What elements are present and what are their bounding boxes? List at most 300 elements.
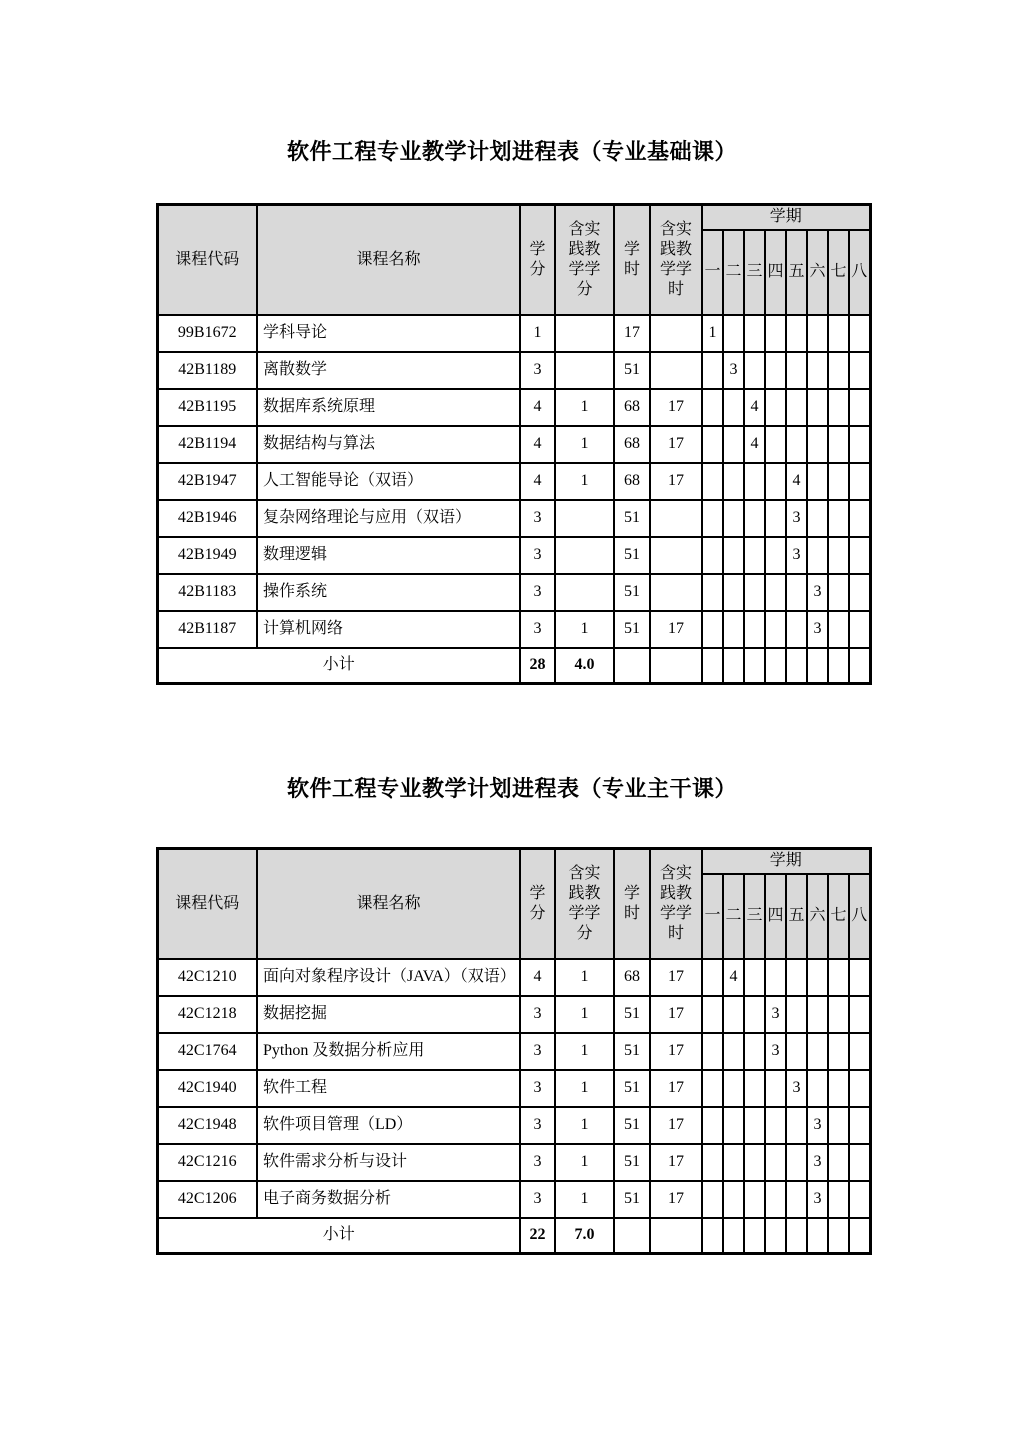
semester-3-cell: [744, 996, 765, 1033]
semester-7-header: 七: [828, 230, 849, 315]
semester-3-cell: [744, 537, 765, 574]
semester-8-cell: [849, 1181, 870, 1218]
course-row: [157, 500, 870, 537]
credits-cell: 4: [520, 959, 555, 996]
semester-4-cell: [765, 463, 786, 500]
semester-1-cell: [702, 996, 723, 1033]
subtotal-semester-7-cell: [828, 648, 849, 684]
semester-7-cell: [828, 352, 849, 389]
course-code-cell: 99B1672: [157, 315, 257, 352]
semester-2-cell: 3: [723, 352, 744, 389]
subtotal-row: [157, 648, 870, 684]
course-name-cell: 电子商务数据分析: [257, 1181, 520, 1218]
semester-7-cell: [828, 574, 849, 611]
practice-hours-cell: 17: [650, 1070, 702, 1107]
course-row: [157, 352, 870, 389]
semester-6-cell: [807, 352, 828, 389]
course-name-cell: 面向对象程序设计（JAVA）（双语）: [257, 959, 520, 996]
semester-2-cell: [723, 463, 744, 500]
hours-cell: 51: [614, 1107, 650, 1144]
table2-title: 软件工程专业教学计划进程表（专业主干课）: [286, 776, 737, 801]
course-row: [157, 611, 870, 648]
practice-credits-cell: 1: [555, 611, 614, 648]
semester-1-cell: [702, 1107, 723, 1144]
semester-7-cell: [828, 959, 849, 996]
semester-7-cell: [828, 1107, 849, 1144]
semester-1-cell: [702, 352, 723, 389]
course-code-header: 课程代码: [157, 849, 257, 959]
credits-cell: 3: [520, 500, 555, 537]
subtotal-semester-3-cell: [744, 648, 765, 684]
subtotal-semester-1-cell: [702, 1218, 723, 1254]
course-name-cell: 学科导论: [257, 315, 520, 352]
subtotal-hours: [614, 648, 650, 684]
semester-2-cell: 4: [723, 959, 744, 996]
semester-6-cell: [807, 500, 828, 537]
semester-6-cell: 3: [807, 1144, 828, 1181]
course-row: [157, 1181, 870, 1218]
practice-credits-header: 含实践教学学分: [555, 849, 614, 959]
course-row: [157, 463, 870, 500]
semester-4-header: 四: [765, 230, 786, 315]
subtotal-practice-credits: 4.0: [555, 648, 614, 684]
subtotal-semester-5-cell: [786, 1218, 807, 1254]
semester-2-cell: [723, 1070, 744, 1107]
semester-3-cell: [744, 1033, 765, 1070]
semester-1-cell: [702, 463, 723, 500]
semester-8-cell: [849, 426, 870, 463]
practice-hours-cell: [650, 352, 702, 389]
credits-cell: 1: [520, 315, 555, 352]
course-name-cell: 软件需求分析与设计: [257, 1144, 520, 1181]
practice-hours-cell: 17: [650, 996, 702, 1033]
semester-2-header: 二: [723, 874, 744, 959]
subtotal-semester-1-cell: [702, 648, 723, 684]
practice-hours-cell: [650, 315, 702, 352]
semester-4-cell: [765, 1144, 786, 1181]
semester-1-cell: [702, 574, 723, 611]
subtotal-semester-2-cell: [723, 648, 744, 684]
semester-6-cell: [807, 389, 828, 426]
practice-credits-cell: [555, 500, 614, 537]
semester-3-cell: [744, 1070, 765, 1107]
semester-1-cell: [702, 1181, 723, 1218]
course-name-cell: 数据挖掘: [257, 996, 520, 1033]
semester-1-cell: [702, 611, 723, 648]
course-table-basic: [156, 203, 872, 685]
credits-cell: 3: [520, 1070, 555, 1107]
semester-2-cell: [723, 389, 744, 426]
semester-7-cell: [828, 426, 849, 463]
course-code-cell: 42C1210: [157, 959, 257, 996]
subtotal-semester-4-cell: [765, 1218, 786, 1254]
credits-cell: 3: [520, 537, 555, 574]
course-row: [157, 1070, 870, 1107]
hours-cell: 51: [614, 537, 650, 574]
course-code-cell: 42B1195: [157, 389, 257, 426]
semester-3-cell: [744, 1107, 765, 1144]
semester-8-cell: [849, 1144, 870, 1181]
practice-credits-cell: 1: [555, 1107, 614, 1144]
course-code-cell: 42B1947: [157, 463, 257, 500]
credits-cell: 4: [520, 463, 555, 500]
semester-6-cell: [807, 315, 828, 352]
course-code-cell: 42C1218: [157, 996, 257, 1033]
course-row: [157, 1107, 870, 1144]
semester-group-header: 学期: [702, 849, 870, 874]
semester-3-cell: [744, 463, 765, 500]
semester-1-cell: [702, 426, 723, 463]
semester-6-cell: [807, 1033, 828, 1070]
semester-6-cell: [807, 996, 828, 1033]
hours-cell: 51: [614, 500, 650, 537]
credits-header: 学分: [520, 849, 555, 959]
practice-hours-cell: [650, 537, 702, 574]
course-code-cell: 42B1187: [157, 611, 257, 648]
semester-4-header: 四: [765, 874, 786, 959]
semester-7-cell: [828, 1070, 849, 1107]
credits-cell: 4: [520, 389, 555, 426]
semester-8-cell: [849, 352, 870, 389]
semester-5-cell: 3: [786, 1070, 807, 1107]
practice-hours-header: 含实践教学学时: [650, 849, 702, 959]
credits-cell: 3: [520, 996, 555, 1033]
course-name-cell: 数据结构与算法: [257, 426, 520, 463]
hours-header: 学时: [614, 205, 650, 315]
semester-5-cell: [786, 426, 807, 463]
course-name-cell: 软件工程: [257, 1070, 520, 1107]
course-code-cell: 42B1946: [157, 500, 257, 537]
practice-credits-cell: 1: [555, 996, 614, 1033]
course-code-cell: 42B1183: [157, 574, 257, 611]
practice-hours-cell: 17: [650, 1144, 702, 1181]
semester-group-header: 学期: [702, 205, 870, 230]
semester-1-cell: [702, 389, 723, 426]
semester-3-header: 三: [744, 230, 765, 315]
semester-8-header: 八: [849, 230, 870, 315]
semester-5-cell: [786, 996, 807, 1033]
semester-7-header: 七: [828, 874, 849, 959]
semester-5-cell: [786, 1107, 807, 1144]
semester-6-cell: [807, 537, 828, 574]
semester-5-cell: [786, 1181, 807, 1218]
course-row: [157, 1144, 870, 1181]
course-table-core: [156, 847, 872, 1255]
semester-4-cell: [765, 500, 786, 537]
semester-4-cell: 3: [765, 1033, 786, 1070]
semester-4-cell: [765, 389, 786, 426]
hours-cell: 51: [614, 1181, 650, 1218]
semester-3-cell: [744, 611, 765, 648]
semester-5-cell: [786, 389, 807, 426]
course-row: [157, 315, 870, 352]
practice-hours-cell: [650, 500, 702, 537]
semester-2-cell: [723, 1144, 744, 1181]
semester-1-cell: [702, 537, 723, 574]
semester-7-cell: [828, 315, 849, 352]
course-name-cell: 复杂网络理论与应用（双语）: [257, 500, 520, 537]
semester-4-cell: [765, 959, 786, 996]
subtotal-label: 小计: [157, 648, 520, 684]
hours-cell: 17: [614, 315, 650, 352]
semester-4-cell: [765, 1107, 786, 1144]
semester-4-cell: [765, 1181, 786, 1218]
semester-7-cell: [828, 996, 849, 1033]
semester-1-cell: [702, 1144, 723, 1181]
document-content: [156, 138, 869, 1255]
course-code-cell: 42C1206: [157, 1181, 257, 1218]
semester-4-cell: [765, 315, 786, 352]
semester-7-cell: [828, 537, 849, 574]
course-code-cell: 42C1948: [157, 1107, 257, 1144]
credits-cell: 3: [520, 1181, 555, 1218]
semester-6-cell: 3: [807, 1107, 828, 1144]
semester-6-cell: 3: [807, 1181, 828, 1218]
practice-hours-cell: 17: [650, 389, 702, 426]
credits-cell: 3: [520, 611, 555, 648]
semester-7-cell: [828, 389, 849, 426]
hours-cell: 68: [614, 959, 650, 996]
semester-4-cell: [765, 574, 786, 611]
semester-2-cell: [723, 996, 744, 1033]
subtotal-semester-8-cell: [849, 648, 870, 684]
course-row: [157, 996, 870, 1033]
course-code-cell: 42B1949: [157, 537, 257, 574]
hours-cell: 51: [614, 574, 650, 611]
semester-2-cell: [723, 1181, 744, 1218]
practice-hours-cell: 17: [650, 1033, 702, 1070]
credits-cell: 3: [520, 1033, 555, 1070]
semester-5-cell: [786, 1144, 807, 1181]
semester-5-header: 五: [786, 874, 807, 959]
semester-7-cell: [828, 1033, 849, 1070]
semester-7-cell: [828, 1181, 849, 1218]
hours-cell: 51: [614, 1144, 650, 1181]
semester-5-cell: 3: [786, 500, 807, 537]
practice-hours-cell: 17: [650, 1107, 702, 1144]
course-name-cell: Python 及数据分析应用: [257, 1033, 520, 1070]
semester-3-cell: [744, 352, 765, 389]
semester-2-cell: [723, 611, 744, 648]
course-code-cell: 42B1194: [157, 426, 257, 463]
semester-1-header: 一: [702, 874, 723, 959]
hours-cell: 51: [614, 352, 650, 389]
semester-6-cell: 3: [807, 611, 828, 648]
semester-8-cell: [849, 1107, 870, 1144]
semester-4-cell: [765, 1070, 786, 1107]
semester-1-cell: 1: [702, 315, 723, 352]
course-name-cell: 离散数学: [257, 352, 520, 389]
semester-8-cell: [849, 1070, 870, 1107]
credits-cell: 3: [520, 352, 555, 389]
practice-hours-cell: 17: [650, 611, 702, 648]
semester-4-cell: [765, 537, 786, 574]
semester-8-cell: [849, 537, 870, 574]
semester-8-header: 八: [849, 874, 870, 959]
semester-3-header: 三: [744, 874, 765, 959]
hours-cell: 68: [614, 426, 650, 463]
subtotal-semester-8-cell: [849, 1218, 870, 1254]
semester-5-cell: 3: [786, 537, 807, 574]
course-row: [157, 426, 870, 463]
semester-8-cell: [849, 611, 870, 648]
course-code-cell: 42C1764: [157, 1033, 257, 1070]
semester-3-cell: 4: [744, 389, 765, 426]
subtotal-semester-2-cell: [723, 1218, 744, 1254]
semester-2-cell: [723, 426, 744, 463]
subtotal-semester-6-cell: [807, 1218, 828, 1254]
course-name-cell: 数理逻辑: [257, 537, 520, 574]
semester-8-cell: [849, 389, 870, 426]
semester-6-cell: [807, 959, 828, 996]
hours-cell: 68: [614, 389, 650, 426]
semester-6-cell: [807, 1070, 828, 1107]
credits-header: 学分: [520, 205, 555, 315]
course-code-header: 课程代码: [157, 205, 257, 315]
practice-hours-cell: 17: [650, 959, 702, 996]
semester-3-cell: [744, 959, 765, 996]
practice-hours-cell: 17: [650, 426, 702, 463]
semester-7-cell: [828, 463, 849, 500]
semester-5-cell: [786, 574, 807, 611]
credits-cell: 3: [520, 574, 555, 611]
practice-credits-cell: [555, 537, 614, 574]
semester-3-cell: [744, 1181, 765, 1218]
semester-2-header: 二: [723, 230, 744, 315]
practice-credits-cell: [555, 574, 614, 611]
hours-cell: 68: [614, 463, 650, 500]
semester-2-cell: [723, 574, 744, 611]
semester-5-header: 五: [786, 230, 807, 315]
hours-header: 学时: [614, 849, 650, 959]
subtotal-hours: [614, 1218, 650, 1254]
course-name-header: 课程名称: [257, 205, 520, 315]
semester-4-cell: [765, 611, 786, 648]
semester-8-cell: [849, 315, 870, 352]
table1-title: 软件工程专业教学计划进程表（专业基础课）: [286, 139, 737, 164]
practice-credits-cell: 1: [555, 1144, 614, 1181]
semester-7-cell: [828, 500, 849, 537]
hours-cell: 51: [614, 996, 650, 1033]
semester-3-cell: [744, 574, 765, 611]
semester-1-cell: [702, 1033, 723, 1070]
course-code-cell: 42B1189: [157, 352, 257, 389]
semester-3-cell: 4: [744, 426, 765, 463]
semester-4-cell: 3: [765, 996, 786, 1033]
credits-cell: 3: [520, 1107, 555, 1144]
semester-4-cell: [765, 426, 786, 463]
course-name-cell: 软件项目管理（LD）: [257, 1107, 520, 1144]
practice-hours-cell: 17: [650, 463, 702, 500]
practice-credits-cell: 1: [555, 1181, 614, 1218]
practice-credits-cell: 1: [555, 959, 614, 996]
semester-5-cell: [786, 959, 807, 996]
practice-hours-cell: [650, 574, 702, 611]
practice-hours-header: 含实践教学学时: [650, 205, 702, 315]
semester-3-cell: [744, 315, 765, 352]
course-name-header: 课程名称: [257, 849, 520, 959]
subtotal-practice-hours: [650, 648, 702, 684]
subtotal-label: 小计: [157, 1218, 520, 1254]
semester-5-cell: [786, 1033, 807, 1070]
subtotal-practice-hours: [650, 1218, 702, 1254]
course-row: [157, 537, 870, 574]
practice-credits-cell: 1: [555, 389, 614, 426]
semester-6-cell: [807, 463, 828, 500]
semester-5-cell: [786, 315, 807, 352]
practice-hours-cell: 17: [650, 1181, 702, 1218]
semester-8-cell: [849, 1033, 870, 1070]
practice-credits-cell: 1: [555, 426, 614, 463]
semester-8-cell: [849, 500, 870, 537]
practice-credits-cell: 1: [555, 463, 614, 500]
semester-7-cell: [828, 611, 849, 648]
subtotal-credits: 22: [520, 1218, 555, 1254]
practice-credits-cell: 1: [555, 1033, 614, 1070]
semester-6-cell: [807, 426, 828, 463]
hours-cell: 51: [614, 611, 650, 648]
subtotal-semester-7-cell: [828, 1218, 849, 1254]
subtotal-row: [157, 1218, 870, 1254]
practice-credits-cell: [555, 352, 614, 389]
subtotal-semester-4-cell: [765, 648, 786, 684]
course-code-cell: 42C1216: [157, 1144, 257, 1181]
semester-8-cell: [849, 959, 870, 996]
semester-4-cell: [765, 352, 786, 389]
course-name-cell: 数据库系统原理: [257, 389, 520, 426]
subtotal-practice-credits: 7.0: [555, 1218, 614, 1254]
practice-credits-cell: 1: [555, 1070, 614, 1107]
semester-2-cell: [723, 537, 744, 574]
practice-credits-cell: [555, 315, 614, 352]
semester-1-cell: [702, 1070, 723, 1107]
semester-8-cell: [849, 996, 870, 1033]
hours-cell: 51: [614, 1070, 650, 1107]
course-name-cell: 人工智能导论（双语）: [257, 463, 520, 500]
semester-2-cell: [723, 1107, 744, 1144]
credits-cell: 3: [520, 1144, 555, 1181]
semester-8-cell: [849, 574, 870, 611]
course-name-cell: 操作系统: [257, 574, 520, 611]
course-row: [157, 959, 870, 996]
hours-cell: 51: [614, 1033, 650, 1070]
subtotal-semester-6-cell: [807, 648, 828, 684]
semester-2-cell: [723, 1033, 744, 1070]
subtotal-semester-5-cell: [786, 648, 807, 684]
semester-1-cell: [702, 500, 723, 537]
course-code-cell: 42C1940: [157, 1070, 257, 1107]
credits-cell: 4: [520, 426, 555, 463]
semester-6-cell: 3: [807, 574, 828, 611]
semester-5-cell: 4: [786, 463, 807, 500]
semester-3-cell: [744, 1144, 765, 1181]
subtotal-semester-3-cell: [744, 1218, 765, 1254]
practice-credits-header: 含实践教学学分: [555, 205, 614, 315]
semester-1-cell: [702, 959, 723, 996]
course-row: [157, 1033, 870, 1070]
semester-7-cell: [828, 1144, 849, 1181]
semester-2-cell: [723, 315, 744, 352]
semester-1-header: 一: [702, 230, 723, 315]
course-name-cell: 计算机网络: [257, 611, 520, 648]
semester-5-cell: [786, 611, 807, 648]
semester-6-header: 六: [807, 874, 828, 959]
course-row: [157, 574, 870, 611]
semester-6-header: 六: [807, 230, 828, 315]
subtotal-credits: 28: [520, 648, 555, 684]
semester-8-cell: [849, 463, 870, 500]
semester-3-cell: [744, 500, 765, 537]
